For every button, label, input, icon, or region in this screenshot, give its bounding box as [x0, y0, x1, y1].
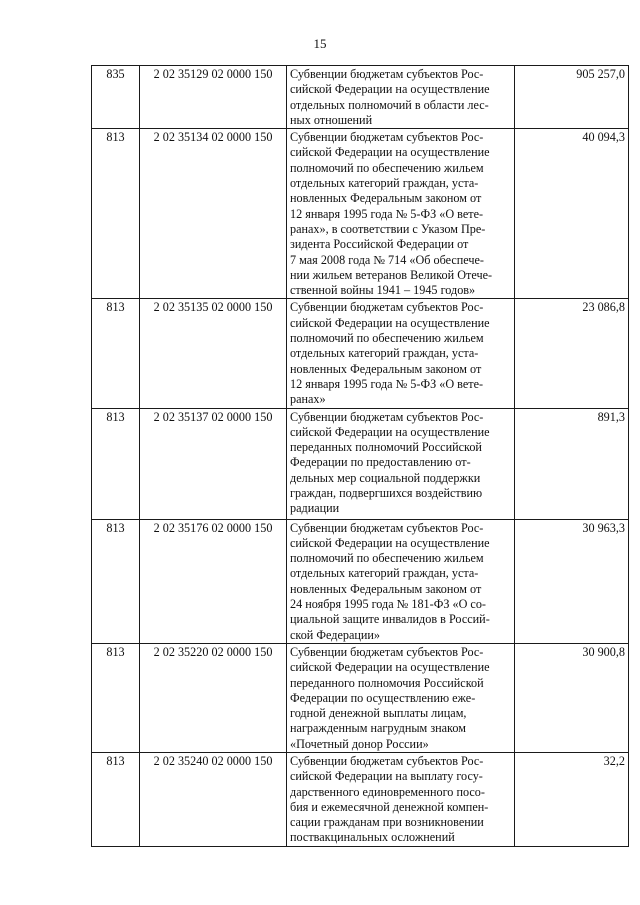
- table-row: [92, 129, 629, 299]
- description-text: Субвенции бюджетам субъектов Рос- сийской Федерации на осуществление переданного полномочия Российской Федерации по осуществлению еже- годной денежной выплаты лицам, награжденным нагрудным знаком «Почетный донор России»: [290, 644, 490, 751]
- description-cell: [287, 643, 515, 752]
- description-cell: [287, 519, 515, 643]
- amount-cell: 23 086,8: [515, 299, 629, 408]
- description-cell: [287, 129, 515, 299]
- page-number: 15: [313, 36, 327, 51]
- admin-code-cell: 813: [92, 643, 140, 752]
- budget-code-cell: 2 02 35176 02 0000 150: [140, 519, 287, 643]
- budget-code-cell: 2 02 35135 02 0000 150: [140, 299, 287, 408]
- amount-cell: 30 900,8: [515, 643, 629, 752]
- table-row: [92, 752, 629, 846]
- budget-table: [91, 65, 629, 847]
- table-row: [92, 408, 629, 519]
- amount-cell: 30 963,3: [515, 519, 629, 643]
- table-row: [92, 66, 629, 129]
- budget-code-cell: 2 02 35137 02 0000 150: [140, 408, 287, 519]
- description-cell: [287, 408, 515, 519]
- admin-code-cell: 813: [92, 408, 140, 519]
- description-text: Субвенции бюджетам субъектов Рос- сийской Федерации на выплату госу- дарственного единовременного посо- бия и ежемесячной денежной компен- сации гражданам при возникновении поствакцинальных осложнений: [290, 753, 489, 845]
- description-text: Субвенции бюджетам субъектов Рос- сийской Федерации на осуществление полномочий по обеспечению жильем отдельных категорий граждан, уста- новленных Федеральным законом от 24 ноября 1995 года № 181-ФЗ «О со- циальной защите инвалидов в Россий- ской Федерации»: [290, 520, 490, 642]
- budget-code-cell: 2 02 35240 02 0000 150: [140, 752, 287, 846]
- description-text: Субвенции бюджетам субъектов Рос- сийской Федерации на осуществление переданных полномочий Российской Федерации по предоставлению от- дельных мер социальной поддержки граждан, подвергшихся воздействию радиации: [290, 409, 490, 516]
- admin-code-cell: 813: [92, 299, 140, 408]
- table-row: [92, 519, 629, 643]
- admin-code-cell: 835: [92, 66, 140, 129]
- admin-code-cell: 813: [92, 519, 140, 643]
- description-text: Субвенции бюджетам субъектов Рос- сийской Федерации на осуществление полномочий по обеспечению жильем отдельных категорий граждан, уста- новленных Федеральным законом от 12 января 1995 года № 5-ФЗ «О вете- ранах»: [290, 300, 490, 407]
- admin-code-cell: 813: [92, 752, 140, 846]
- table-row: [92, 299, 629, 408]
- description-text: Субвенции бюджетам субъектов Рос- сийской Федерации на осуществление полномочий по обеспечению жильем отдельных категорий граждан, уста- новленных Федеральным законом от 12 января 1995 года № 5-ФЗ «О вете- ранах», в соответствии с Указом Пре- зидента Российской Федерации от 7 мая 2008 года № 714 «Об обеспече- нии жильем ветеранов Великой Отече- ственной войны 1941 – 1945 годов»: [290, 130, 493, 298]
- admin-code-cell: 813: [92, 129, 140, 299]
- description-cell: [287, 299, 515, 408]
- description-text: Субвенции бюджетам субъектов Рос- сийской Федерации на осуществление отдельных полномочий в области лес- ных отношений: [290, 67, 490, 127]
- description-cell: [287, 752, 515, 846]
- budget-code-cell: 2 02 35134 02 0000 150: [140, 129, 287, 299]
- amount-cell: 891,3: [515, 408, 629, 519]
- table-row: [92, 643, 629, 752]
- budget-code-cell: 2 02 35220 02 0000 150: [140, 643, 287, 752]
- amount-cell: 32,2: [515, 752, 629, 846]
- budget-code-cell: 2 02 35129 02 0000 150: [140, 66, 287, 129]
- amount-cell: 905 257,0: [515, 66, 629, 129]
- amount-cell: 40 094,3: [515, 129, 629, 299]
- description-cell: [287, 66, 515, 129]
